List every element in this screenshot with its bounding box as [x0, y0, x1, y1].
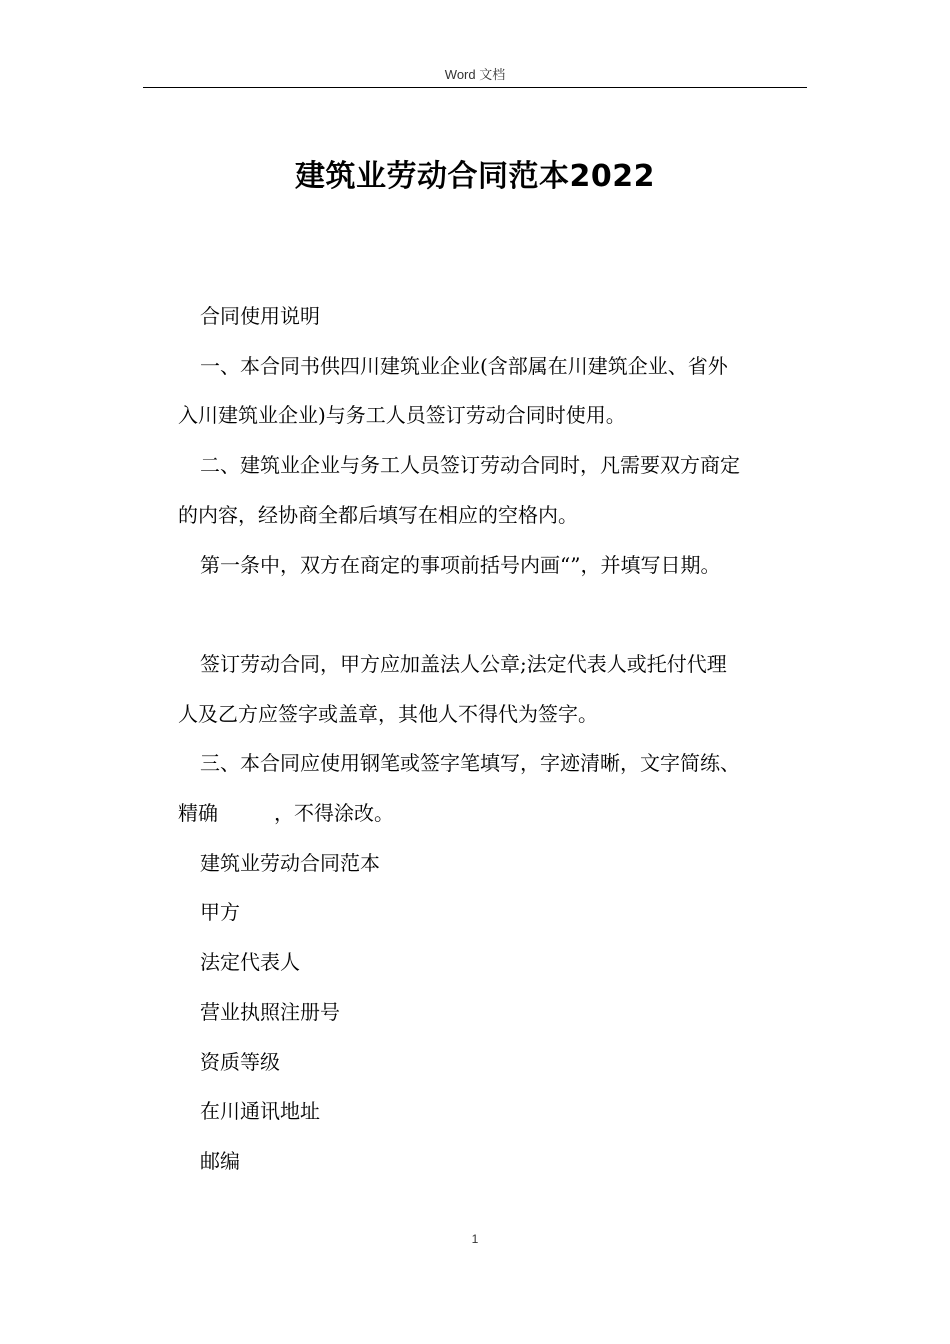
document-title: 建筑业劳动合同范本2022 [295, 159, 655, 194]
document-body [178, 292, 806, 1187]
paragraph-signing-line-2: 人及乙方应签字或盖章，其他人不得代为签字。 [178, 701, 598, 726]
paragraph-contract-heading: 建筑业劳动合同范本 [200, 850, 380, 875]
field-label-postcode: 邮编 [200, 1148, 240, 1173]
field-label-sichuan-address: 在川通讯地址 [200, 1099, 320, 1124]
paragraph-clause-3-text-b: ，不得涂改。 [274, 801, 394, 826]
field-label-business-license-number: 营业执照注册号 [200, 999, 340, 1024]
paragraph-clause-1-line-2: 入川建筑业企业)与务工人员签订劳动合同时使用。 [178, 403, 626, 428]
paragraph-clause-1-line-1: 一、本合同书供四川建筑业企业(含部属在川建筑企业、省外 [200, 353, 728, 378]
blank-line [178, 590, 806, 640]
paragraph-clause-3-line-1: 三、本合同应使用钢笔或签字笔填写，字迹清晰，文字简练、 [200, 751, 740, 776]
paragraph-clause-2-line-1: 二、建筑业企业与务工人员签订劳动合同时，凡需要双方商定 [200, 453, 740, 478]
paragraph-clause-3-text-a: 精确 [178, 801, 218, 826]
page-header: Word 文档 [444, 67, 506, 82]
paragraph-clause-2-line-2: 的内容，经协商全都后填写在相应的空格内。 [178, 502, 578, 527]
paragraph-signing-line-1: 签订劳动合同，甲方应加盖法人公章;法定代表人或托付代理 [200, 651, 727, 676]
paragraph-usage-heading: 合同使用说明 [200, 304, 320, 328]
paragraph-clause-3-line-2 [178, 789, 806, 839]
field-label-legal-representative: 法定代表人 [200, 950, 300, 975]
field-label-party-a: 甲方 [200, 900, 240, 925]
header-divider [143, 87, 807, 88]
field-label-qualification-level: 资质等级 [200, 1049, 280, 1074]
paragraph-article-1-note: 第一条中，双方在商定的事项前括号内画“”，并填写日期。 [200, 552, 721, 577]
page-number: 1 [471, 1232, 479, 1246]
